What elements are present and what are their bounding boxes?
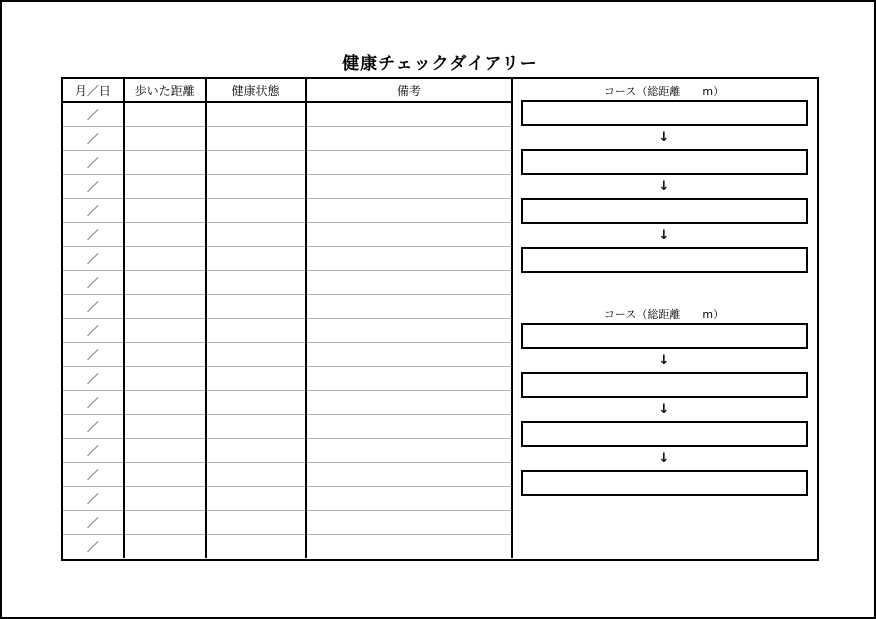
notes-cell[interactable] — [306, 415, 512, 439]
course-stop-box[interactable] — [521, 149, 808, 175]
health-cell[interactable] — [206, 535, 306, 559]
course-block-1 — [513, 84, 815, 273]
date-cell[interactable]: ／ — [63, 295, 124, 319]
date-cell[interactable]: ／ — [63, 199, 124, 223]
date-cell[interactable]: ／ — [63, 415, 124, 439]
table-row — [63, 439, 512, 463]
health-cell[interactable] — [206, 151, 306, 175]
table-row — [63, 415, 512, 439]
down-arrow-icon: ↓ — [658, 179, 670, 194]
date-cell[interactable]: ／ — [63, 463, 124, 487]
notes-cell[interactable] — [306, 343, 512, 367]
date-cell[interactable]: ／ — [63, 102, 124, 127]
course-block-2 — [513, 307, 815, 496]
table-row — [63, 463, 512, 487]
distance-cell[interactable] — [124, 535, 206, 559]
health-cell[interactable] — [206, 319, 306, 343]
health-cell[interactable] — [206, 391, 306, 415]
table-row — [63, 151, 512, 175]
health-cell[interactable] — [206, 295, 306, 319]
notes-cell[interactable] — [306, 199, 512, 223]
notes-cell[interactable] — [306, 102, 512, 127]
distance-cell[interactable] — [124, 511, 206, 535]
down-arrow-icon: ↓ — [658, 130, 670, 145]
health-cell[interactable] — [206, 199, 306, 223]
distance-cell[interactable] — [124, 151, 206, 175]
distance-cell[interactable] — [124, 295, 206, 319]
table-row — [63, 295, 512, 319]
down-arrow-icon: ↓ — [658, 451, 670, 466]
table-row — [63, 247, 512, 271]
health-cell[interactable] — [206, 271, 306, 295]
course-title: コース（総距離 m） — [603, 308, 725, 321]
table-row — [63, 319, 512, 343]
distance-cell[interactable] — [124, 367, 206, 391]
notes-cell[interactable] — [306, 463, 512, 487]
health-cell[interactable] — [206, 511, 306, 535]
date-cell[interactable]: ／ — [63, 271, 124, 295]
distance-cell[interactable] — [124, 127, 206, 151]
header-date: 月／日 — [63, 79, 124, 102]
health-cell[interactable] — [206, 343, 306, 367]
distance-cell[interactable] — [124, 199, 206, 223]
table-row — [63, 102, 512, 127]
course-stop-box[interactable] — [521, 198, 808, 224]
date-cell[interactable]: ／ — [63, 343, 124, 367]
distance-cell[interactable] — [124, 391, 206, 415]
health-cell[interactable] — [206, 487, 306, 511]
course-stop-box[interactable] — [521, 372, 808, 398]
health-cell[interactable] — [206, 415, 306, 439]
date-cell[interactable]: ／ — [63, 439, 124, 463]
course-stop-box[interactable] — [521, 100, 808, 126]
distance-cell[interactable] — [124, 319, 206, 343]
table-row — [63, 535, 512, 559]
notes-cell[interactable] — [306, 367, 512, 391]
notes-cell[interactable] — [306, 151, 512, 175]
health-cell[interactable] — [206, 463, 306, 487]
distance-cell[interactable] — [124, 343, 206, 367]
health-cell[interactable] — [206, 439, 306, 463]
date-cell[interactable]: ／ — [63, 127, 124, 151]
health-cell[interactable] — [206, 223, 306, 247]
notes-cell[interactable] — [306, 247, 512, 271]
date-cell[interactable]: ／ — [63, 319, 124, 343]
table-row — [63, 127, 512, 151]
table-row — [63, 511, 512, 535]
header-row — [63, 79, 512, 102]
notes-cell[interactable] — [306, 439, 512, 463]
health-cell[interactable] — [206, 175, 306, 199]
health-cell[interactable] — [206, 102, 306, 127]
distance-cell[interactable] — [124, 439, 206, 463]
header-distance: 歩いた距離 — [124, 79, 206, 102]
course-stop-box[interactable] — [521, 421, 808, 447]
table-row — [63, 487, 512, 511]
notes-cell[interactable] — [306, 319, 512, 343]
distance-cell[interactable] — [124, 463, 206, 487]
notes-cell[interactable] — [306, 127, 512, 151]
distance-cell[interactable] — [124, 223, 206, 247]
distance-cell[interactable] — [124, 247, 206, 271]
down-arrow-icon: ↓ — [658, 402, 670, 417]
distance-cell[interactable] — [124, 271, 206, 295]
date-cell[interactable]: ／ — [63, 175, 124, 199]
down-arrow-icon: ↓ — [658, 353, 670, 368]
distance-cell[interactable] — [124, 175, 206, 199]
notes-cell[interactable] — [306, 511, 512, 535]
header-notes: 備考 — [306, 79, 512, 102]
notes-cell[interactable] — [306, 175, 512, 199]
distance-cell[interactable] — [124, 102, 206, 127]
notes-cell[interactable] — [306, 535, 512, 559]
course-stop-box[interactable] — [521, 470, 808, 496]
notes-cell[interactable] — [306, 391, 512, 415]
course-title: コース（総距離 m） — [603, 85, 725, 98]
table-row — [63, 391, 512, 415]
date-cell[interactable]: ／ — [63, 487, 124, 511]
date-cell[interactable]: ／ — [63, 247, 124, 271]
page-title: 健康チェックダイアリー — [342, 54, 538, 74]
date-cell[interactable]: ／ — [63, 151, 124, 175]
down-arrow-icon: ↓ — [658, 228, 670, 243]
date-cell[interactable]: ／ — [63, 511, 124, 535]
date-cell[interactable]: ／ — [63, 223, 124, 247]
health-cell[interactable] — [206, 367, 306, 391]
distance-cell[interactable] — [124, 487, 206, 511]
notes-cell[interactable] — [306, 271, 512, 295]
course-stop-box[interactable] — [521, 323, 808, 349]
table-row — [63, 223, 512, 247]
log-body — [63, 102, 512, 558]
distance-cell[interactable] — [124, 415, 206, 439]
date-cell[interactable]: ／ — [63, 391, 124, 415]
log-table — [63, 79, 513, 558]
date-cell[interactable]: ／ — [63, 367, 124, 391]
notes-cell[interactable] — [306, 223, 512, 247]
table-row — [63, 175, 512, 199]
table-row — [63, 367, 512, 391]
date-cell[interactable]: ／ — [63, 535, 124, 559]
table-row — [63, 271, 512, 295]
notes-cell[interactable] — [306, 487, 512, 511]
table-row — [63, 343, 512, 367]
health-cell[interactable] — [206, 127, 306, 151]
table-row — [63, 199, 512, 223]
notes-cell[interactable] — [306, 295, 512, 319]
header-health: 健康状態 — [206, 79, 306, 102]
course-stop-box[interactable] — [521, 247, 808, 273]
diary-sheet — [61, 77, 819, 561]
health-cell[interactable] — [206, 247, 306, 271]
